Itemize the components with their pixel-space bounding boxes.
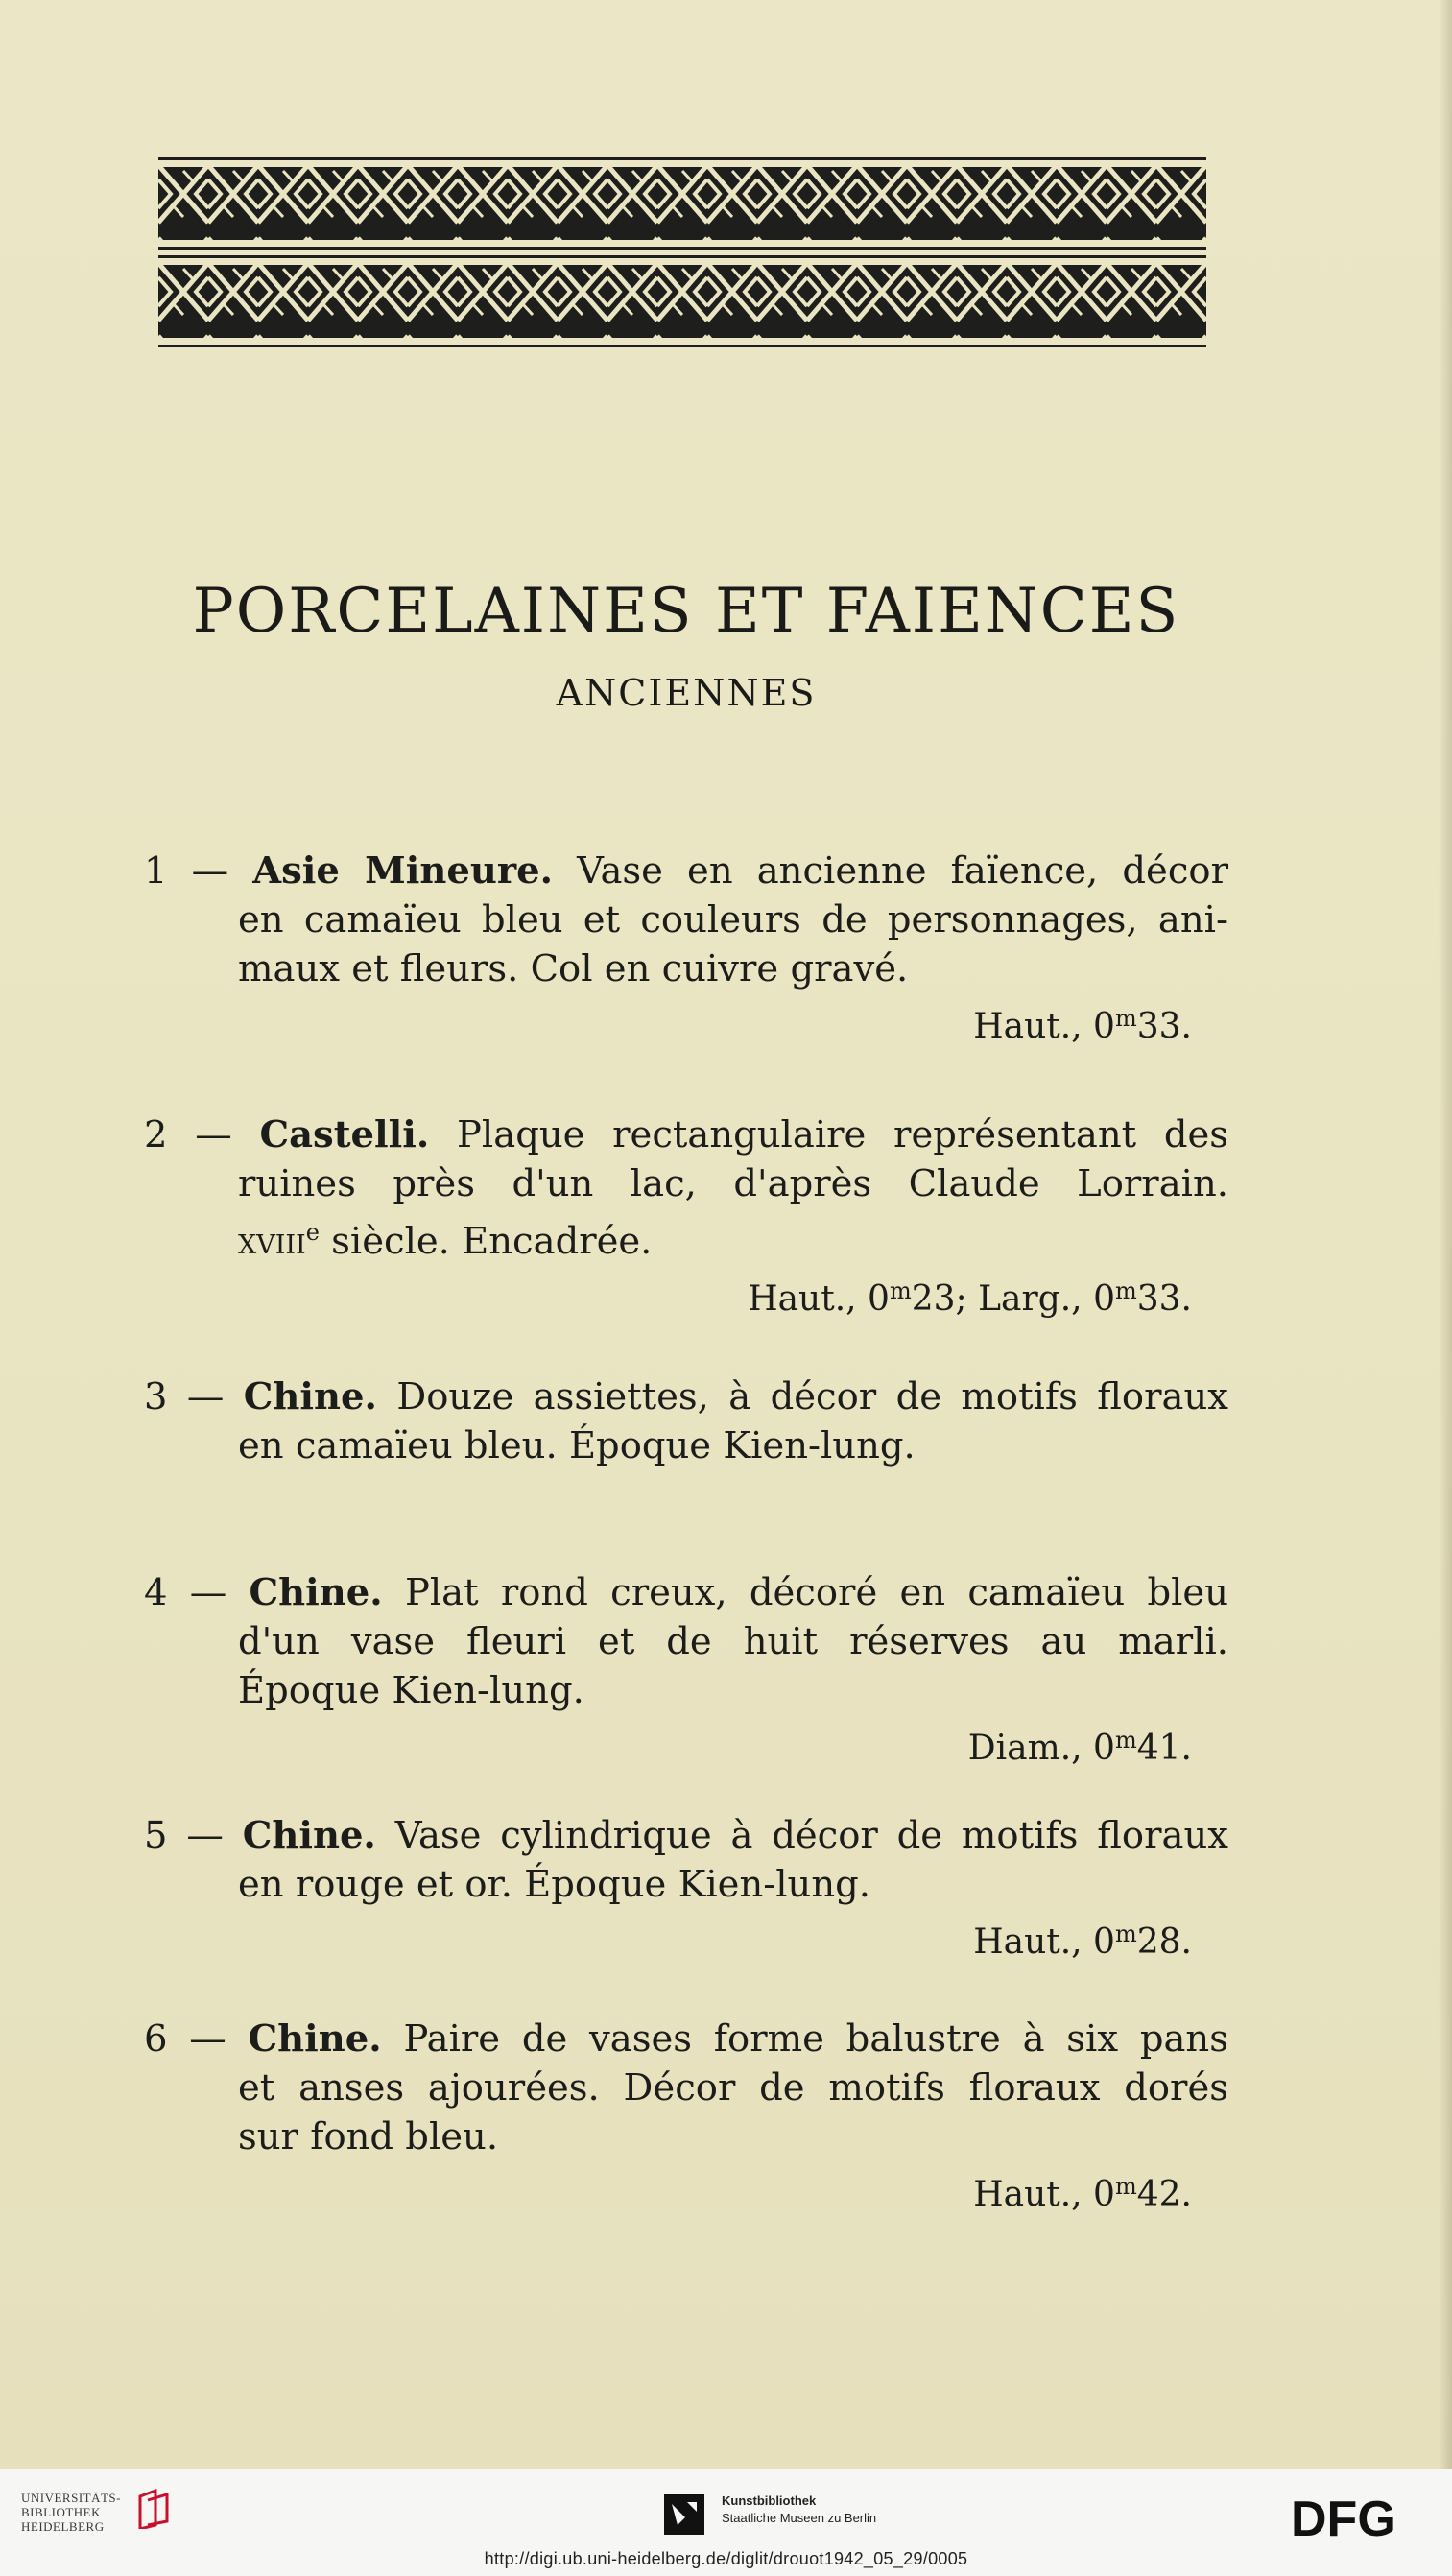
entry-name: Chine. xyxy=(248,2017,382,2061)
library-name: Kunstbibliothek xyxy=(722,2493,817,2508)
entry-line: maux et fleurs. Col en cuivre gravé. xyxy=(238,947,909,990)
university-emblem-icon xyxy=(134,2487,173,2534)
catalogue-entry-5 xyxy=(144,1811,1228,1968)
entry-line: d'un vase fleuri et de huit réserves au marli. xyxy=(238,1620,1228,1663)
page-permalink[interactable]: http://digi.ub.uni-heidelberg.de/diglit/drouot1942_05_29/0005 xyxy=(484,2549,968,2568)
catalogue-entry-6 xyxy=(144,2015,1228,2220)
entry-number: 6 xyxy=(144,2017,168,2061)
entry-number: 2 xyxy=(144,1113,168,1157)
entry-line xyxy=(144,847,1228,895)
entry-line: en camaïeu bleu et couleurs de personnages, ani- xyxy=(238,898,1228,942)
entry-text: Plaque rectangulaire représentant des xyxy=(457,1113,1229,1157)
entry-line: et anses ajourées. Décor de motifs floraux dorés xyxy=(238,2066,1228,2110)
kunstbibliothek-label[interactable] xyxy=(722,2493,876,2527)
braided-ornament-icon xyxy=(158,157,1206,250)
entry-line: sur fond bleu. xyxy=(238,2115,499,2159)
catalogue-entry-4 xyxy=(144,1568,1228,1774)
kunstbibliothek-icon[interactable] xyxy=(664,2494,704,2535)
dfg-logo[interactable] xyxy=(1291,2494,1431,2547)
library-subtitle: Staatliche Museen zu Berlin xyxy=(722,2511,877,2525)
entry-number: 5 xyxy=(144,1814,168,1857)
entry-line: ruines près d'un lac, d'après Claude Lorrain. xyxy=(238,1162,1228,1205)
entry-dimensions: Diam., 0$^m$41. xyxy=(967,1727,1192,1768)
university-line: BIBLIOTHEK xyxy=(21,2505,101,2519)
ornament-band-bottom xyxy=(158,255,1206,347)
entry-text: Douze assiettes, à décor de motifs floraux xyxy=(396,1375,1228,1419)
entry-dash: — xyxy=(195,1113,232,1157)
entry-text: Vase cylindrique à décor de motifs floraux xyxy=(394,1814,1228,1857)
catalogue-entry-1 xyxy=(144,847,1228,1052)
catalogue-entry-3 xyxy=(144,1372,1228,1470)
university-line: HEIDELBERG xyxy=(21,2519,105,2534)
entry-dash: — xyxy=(189,1571,227,1614)
entry-text: Paire de vases forme balustre à six pans xyxy=(403,2017,1228,2061)
entry-line: en rouge et or. Époque Kien-lung. xyxy=(238,1863,871,1906)
catalogue-entry-2 xyxy=(144,1110,1228,1324)
ornament-band-top xyxy=(158,157,1206,250)
entry-text: Plat rond creux, décoré en camaïeu bleu xyxy=(404,1571,1228,1614)
entry-line xyxy=(144,1811,1228,1860)
entry-name: Asie Mineure. xyxy=(252,849,554,893)
entry-number: 1 xyxy=(144,849,168,893)
entry-dimensions: Haut., 0$^m$23; Larg., 0$^m$33. xyxy=(748,1276,1192,1319)
entry-dimensions: Haut., 0$^m$33. xyxy=(973,1005,1192,1046)
entry-dash: — xyxy=(186,1375,225,1419)
entry-line: Époque Kien-lung. xyxy=(238,1669,584,1712)
page-subtitle: ANCIENNES xyxy=(556,672,817,714)
entry-name: Chine. xyxy=(249,1571,383,1614)
entry-line: xviii$^e$ siècle. Encadrée. xyxy=(238,1219,653,1263)
entry-line xyxy=(144,2015,1228,2063)
braided-ornament-icon xyxy=(158,255,1206,347)
entry-text: Vase en ancienne faïence, décor xyxy=(577,849,1228,893)
entry-number: 3 xyxy=(144,1375,168,1419)
entry-line xyxy=(144,1568,1228,1617)
entry-line: en camaïeu bleu. Époque Kien-lung. xyxy=(238,1424,916,1467)
entry-number: 4 xyxy=(144,1571,168,1614)
entry-line xyxy=(144,1372,1228,1421)
entry-dimensions: Haut., 0$^m$28. xyxy=(973,1920,1192,1962)
page-title: PORCELAINES ET FAIENCES xyxy=(192,576,1180,647)
entry-line xyxy=(144,1110,1228,1159)
entry-dash: — xyxy=(191,849,229,893)
entry-dimensions: Haut., 0$^m$42. xyxy=(973,2173,1192,2214)
dfg-text: DFG xyxy=(1291,2494,1396,2542)
entry-dash: — xyxy=(189,2017,226,2061)
university-line: UNIVERSITÄTS- xyxy=(21,2491,121,2505)
entry-name: Chine. xyxy=(243,1375,377,1419)
entry-dash: — xyxy=(186,1814,224,1857)
university-library-logo[interactable] xyxy=(21,2491,144,2534)
entry-name: Chine. xyxy=(242,1814,376,1857)
viewer-footer xyxy=(0,2469,1452,2576)
entry-name: Castelli. xyxy=(259,1113,430,1157)
